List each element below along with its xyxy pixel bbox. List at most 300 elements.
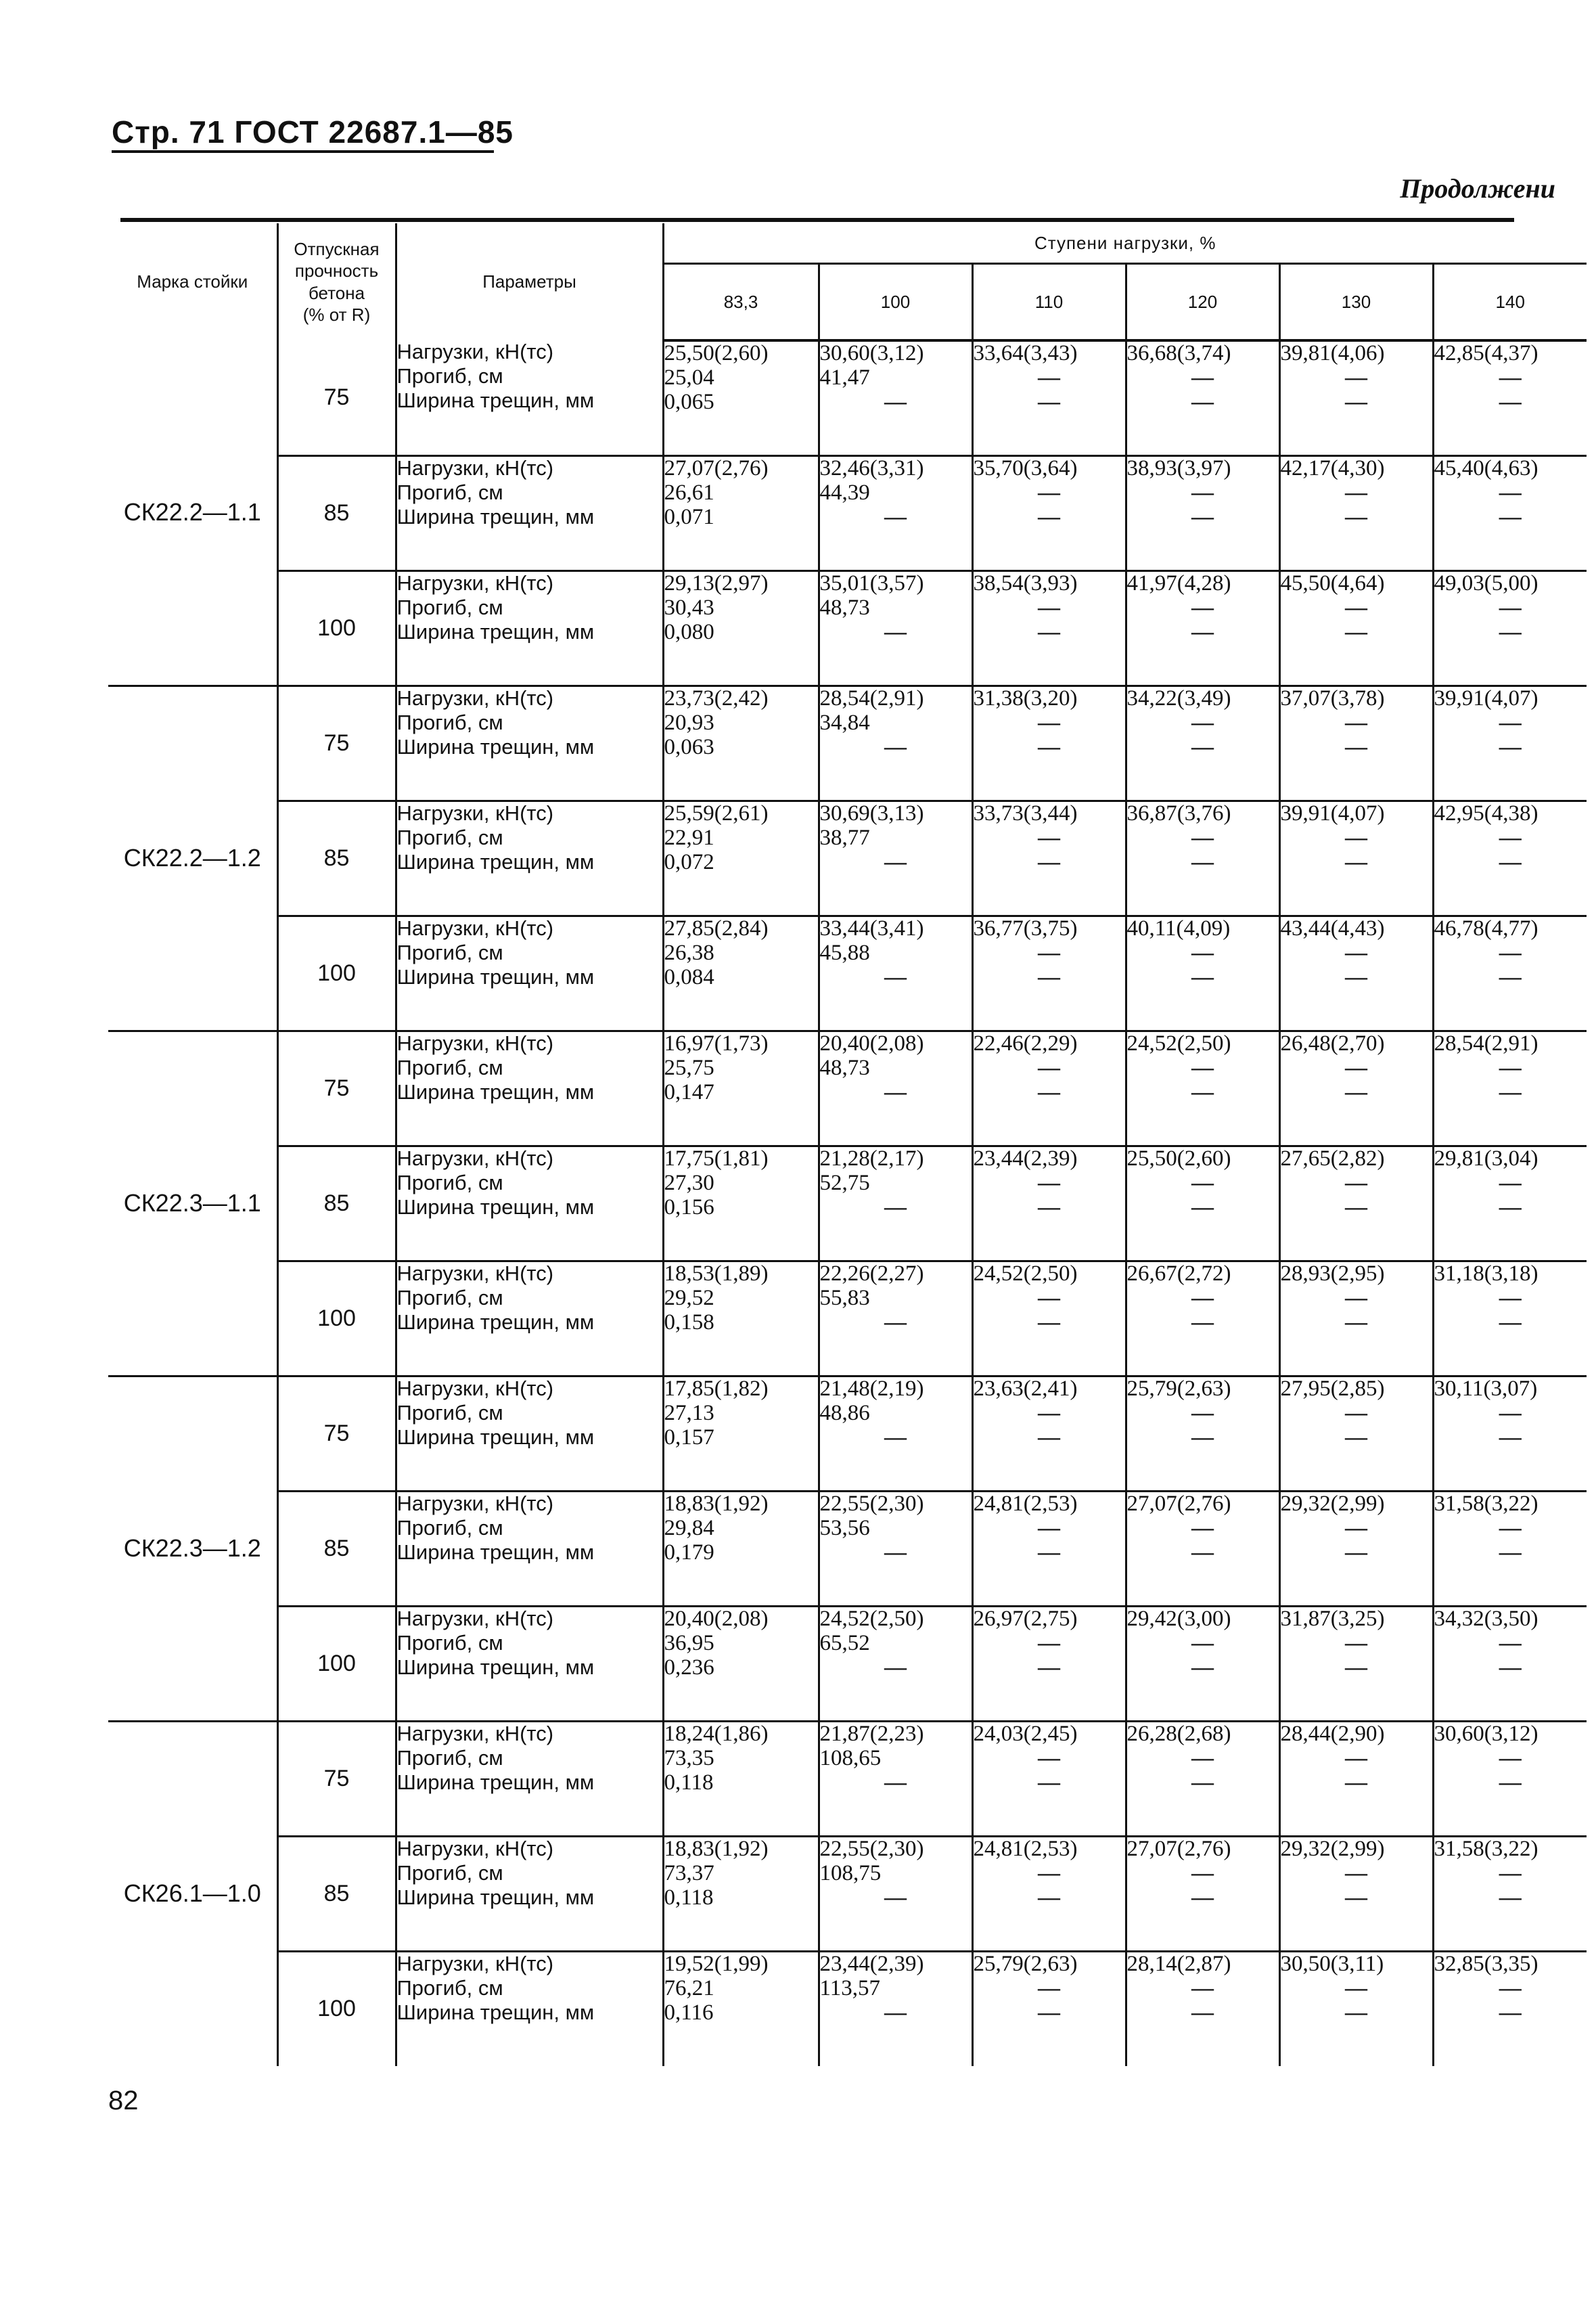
col-strength-header xyxy=(277,223,396,340)
dash-mark: — xyxy=(884,734,907,759)
value-cell xyxy=(1279,570,1433,686)
deflection-value: 30,43 xyxy=(664,595,714,620)
value-cell xyxy=(819,570,972,686)
load-value: 26,67(2,72) xyxy=(1126,1261,1231,1286)
load-value: 23,73(2,42) xyxy=(664,686,769,711)
load-value: 33,64(3,43) xyxy=(973,341,1078,365)
table-row xyxy=(108,916,1587,1031)
dash-mark: — xyxy=(884,1194,907,1219)
table-row xyxy=(108,340,1587,455)
dash-mark: — xyxy=(1499,365,1522,390)
value-cell xyxy=(819,916,972,1031)
value-cell xyxy=(1433,1721,1587,1836)
value-cell xyxy=(1433,1836,1587,1951)
dash-mark: — xyxy=(1038,1770,1060,1795)
dash-mark: — xyxy=(1038,1170,1060,1195)
strength-cell: 85 xyxy=(277,1836,396,1951)
load-value: 26,97(2,75) xyxy=(973,1606,1078,1631)
deflection-value: 27,30 xyxy=(664,1170,714,1195)
param-label: Нагрузки, кН(тс) xyxy=(396,340,554,363)
value-cell xyxy=(1433,455,1587,570)
table-row xyxy=(108,1146,1587,1261)
dash-mark: — xyxy=(1345,940,1367,965)
col-strength-line: бетона xyxy=(308,282,365,303)
dash-mark: — xyxy=(1499,849,1522,874)
page-number: 82 xyxy=(108,2086,139,2115)
dash-mark: — xyxy=(1345,1745,1367,1770)
dash-mark: — xyxy=(1499,1885,1522,1910)
value-cell xyxy=(819,340,972,455)
param-label: Нагрузки, кН(тс) xyxy=(396,1836,554,1860)
col-params-header: Параметры xyxy=(396,223,663,340)
load-value: 40,11(4,09) xyxy=(1126,916,1231,941)
table-row xyxy=(108,1376,1587,1491)
deflection-value: 73,35 xyxy=(664,1745,714,1770)
load-value: 31,58(3,22) xyxy=(1434,1491,1538,1516)
load-value: 28,14(2,87) xyxy=(1126,1951,1231,1976)
dash-mark: — xyxy=(1038,2000,1060,2025)
table-row xyxy=(108,455,1587,570)
value-cell xyxy=(1433,1491,1587,1606)
load-value: 39,91(4,07) xyxy=(1434,686,1538,711)
value-cell xyxy=(972,1491,1126,1606)
dash-mark: — xyxy=(1038,595,1060,620)
load-value: 38,93(3,97) xyxy=(1126,455,1231,480)
dash-mark: — xyxy=(1191,1170,1214,1195)
value-cell xyxy=(1126,686,1279,801)
dash-mark: — xyxy=(884,1079,907,1104)
dash-mark: — xyxy=(884,390,907,414)
param-label: Нагрузки, кН(тс) xyxy=(396,1951,554,1975)
param-label: Прогиб, см xyxy=(396,364,503,388)
value-cell xyxy=(1433,570,1587,686)
dash-mark: — xyxy=(1191,390,1214,414)
value-cell xyxy=(1433,916,1587,1031)
dash-mark: — xyxy=(1499,825,1522,850)
dash-mark: — xyxy=(1499,1515,1522,1540)
crack-value: 0,157 xyxy=(664,1425,714,1450)
load-value: 30,50(3,11) xyxy=(1280,1951,1384,1976)
load-value: 29,32(2,99) xyxy=(1280,1491,1385,1516)
crack-value: 0,072 xyxy=(664,849,714,874)
load-value: 22,46(2,29) xyxy=(973,1031,1078,1056)
value-cell xyxy=(663,340,819,455)
deflection-value: 76,21 xyxy=(664,1975,714,2000)
dash-mark: — xyxy=(1038,1745,1060,1770)
crack-value: 0,080 xyxy=(664,619,714,644)
dash-mark: — xyxy=(1038,1400,1060,1425)
dash-mark: — xyxy=(1038,1630,1060,1655)
value-cell xyxy=(1279,1606,1433,1721)
dash-mark: — xyxy=(1345,1540,1367,1565)
deflection-value: 20,93 xyxy=(664,710,714,735)
dash-mark: — xyxy=(1345,1860,1367,1885)
dash-mark: — xyxy=(1191,480,1214,505)
table-row xyxy=(108,1836,1587,1951)
params-cell xyxy=(396,1606,663,1721)
dash-mark: — xyxy=(1499,710,1522,735)
value-cell xyxy=(819,1146,972,1261)
value-cell xyxy=(663,916,819,1031)
load-value: 25,79(2,63) xyxy=(1126,1376,1231,1401)
param-label: Ширина трещин, мм xyxy=(396,1425,595,1449)
load-value: 23,44(2,39) xyxy=(973,1146,1078,1171)
param-label: Прогиб, см xyxy=(396,1055,503,1079)
value-cell xyxy=(819,1261,972,1376)
dash-mark: — xyxy=(1499,1055,1522,1080)
param-label: Ширина трещин, мм xyxy=(396,1194,595,1219)
load-value: 33,44(3,41) xyxy=(819,916,924,941)
load-value: 29,42(3,00) xyxy=(1126,1606,1231,1631)
value-cell xyxy=(663,1606,819,1721)
load-value: 34,32(3,50) xyxy=(1434,1606,1538,1631)
load-value: 33,73(3,44) xyxy=(973,801,1078,826)
dash-mark: — xyxy=(1191,1400,1214,1425)
param-label: Прогиб, см xyxy=(396,710,503,734)
params-cell xyxy=(396,1146,663,1261)
load-value: 36,77(3,75) xyxy=(973,916,1078,941)
dash-mark: — xyxy=(1345,1975,1367,2000)
table-row xyxy=(108,570,1587,686)
value-cell xyxy=(1433,340,1587,455)
dash-mark: — xyxy=(1345,825,1367,850)
load-value: 20,40(2,08) xyxy=(819,1031,924,1056)
param-label: Нагрузки, кН(тс) xyxy=(396,1146,554,1170)
load-value: 28,93(2,95) xyxy=(1280,1261,1385,1286)
col-strength-line: (% от R) xyxy=(302,305,371,325)
load-value: 49,03(5,00) xyxy=(1434,570,1538,596)
dash-mark: — xyxy=(1499,1975,1522,2000)
value-cell xyxy=(1126,916,1279,1031)
param-label: Ширина трещин, мм xyxy=(396,388,595,412)
deflection-value: 45,88 xyxy=(819,940,870,965)
dash-mark: — xyxy=(1191,964,1214,989)
dash-mark: — xyxy=(1191,825,1214,850)
dash-mark: — xyxy=(1345,1285,1367,1310)
value-cell xyxy=(1279,340,1433,455)
deflection-value: 25,75 xyxy=(664,1055,714,1080)
dash-mark: — xyxy=(1191,1885,1214,1910)
dash-mark: — xyxy=(1499,1170,1522,1195)
brand-cell: СК22.2—1.2 xyxy=(108,686,277,1031)
load-value: 21,48(2,19) xyxy=(819,1376,924,1401)
dash-mark: — xyxy=(1345,2000,1367,2025)
load-value: 35,70(3,64) xyxy=(973,455,1078,480)
deflection-value: 55,83 xyxy=(819,1285,870,1310)
load-value: 30,60(3,12) xyxy=(1434,1721,1538,1746)
dash-mark: — xyxy=(1038,1975,1060,2000)
strength-cell: 85 xyxy=(277,1146,396,1261)
dash-mark: — xyxy=(1038,1194,1060,1219)
load-value: 19,52(1,99) xyxy=(664,1951,769,1976)
steps-title: Ступени нагрузки, % xyxy=(663,223,1587,264)
param-label: Ширина трещин, мм xyxy=(396,1655,595,1679)
deflection-value: 44,39 xyxy=(819,480,870,505)
value-cell xyxy=(1279,686,1433,801)
load-value: 26,48(2,70) xyxy=(1280,1031,1385,1056)
crack-value: 0,071 xyxy=(664,504,714,529)
load-value: 39,81(4,06) xyxy=(1280,341,1385,365)
dash-mark: — xyxy=(1499,1400,1522,1425)
dash-mark: — xyxy=(1499,964,1522,989)
dash-mark: — xyxy=(1345,1655,1367,1680)
dash-mark: — xyxy=(1038,1285,1060,1310)
param-label: Нагрузки, кН(тс) xyxy=(396,686,554,710)
strength-cell: 100 xyxy=(277,916,396,1031)
load-value: 42,85(4,37) xyxy=(1434,341,1538,365)
deflection-value: 38,77 xyxy=(819,825,870,850)
value-cell xyxy=(972,1951,1126,2066)
dash-mark: — xyxy=(1499,390,1522,414)
load-value: 30,11(3,07) xyxy=(1434,1376,1538,1401)
load-value: 22,26(2,27) xyxy=(819,1261,924,1286)
deflection-value: 48,86 xyxy=(819,1400,870,1425)
load-value: 29,13(2,97) xyxy=(664,570,769,596)
load-value: 24,81(2,53) xyxy=(973,1491,1078,1516)
dash-mark: — xyxy=(1499,2000,1522,2025)
deflection-value: 113,57 xyxy=(819,1975,881,2000)
load-value: 45,40(4,63) xyxy=(1434,455,1538,480)
strength-cell: 75 xyxy=(277,686,396,801)
load-value: 18,53(1,89) xyxy=(664,1261,769,1286)
params-cell xyxy=(396,686,663,801)
step-header: 83,3 xyxy=(663,264,819,341)
load-value: 34,22(3,49) xyxy=(1126,686,1231,711)
dash-mark: — xyxy=(1191,1975,1214,2000)
brand-cell: СК22.3—1.1 xyxy=(108,1031,277,1376)
value-cell xyxy=(1279,1951,1433,2066)
value-cell xyxy=(1126,1721,1279,1836)
dash-mark: — xyxy=(1191,1079,1214,1104)
dash-mark: — xyxy=(1191,1425,1214,1450)
param-label: Прогиб, см xyxy=(396,1400,503,1425)
table-row xyxy=(108,1031,1587,1146)
load-value: 27,07(2,76) xyxy=(664,455,769,480)
dash-mark: — xyxy=(1191,1770,1214,1795)
load-value: 17,85(1,82) xyxy=(664,1376,769,1401)
load-value: 23,63(2,41) xyxy=(973,1376,1078,1401)
crack-value: 0,118 xyxy=(664,1770,714,1795)
col-strength-line: Отпускная xyxy=(294,238,380,259)
dash-mark: — xyxy=(1038,1309,1060,1335)
param-label: Прогиб, см xyxy=(396,1285,503,1309)
dash-mark: — xyxy=(1499,1194,1522,1219)
deflection-value: 48,73 xyxy=(819,1055,870,1080)
value-cell xyxy=(1126,1951,1279,2066)
load-value: 27,07(2,76) xyxy=(1126,1491,1231,1516)
dash-mark: — xyxy=(1038,940,1060,965)
deflection-value: 25,04 xyxy=(664,365,714,390)
load-value: 25,50(2,60) xyxy=(664,341,769,365)
dash-mark: — xyxy=(1191,504,1214,529)
params-cell xyxy=(396,916,663,1031)
table-row xyxy=(108,1261,1587,1376)
load-value: 24,52(2,50) xyxy=(1126,1031,1231,1056)
dash-mark: — xyxy=(1499,619,1522,644)
param-label: Прогиб, см xyxy=(396,1170,503,1194)
step-header: 120 xyxy=(1126,264,1279,341)
dash-mark: — xyxy=(1499,1540,1522,1565)
value-cell xyxy=(663,801,819,916)
params-cell xyxy=(396,1261,663,1376)
value-cell xyxy=(1126,1606,1279,1721)
dash-mark: — xyxy=(1038,1860,1060,1885)
value-cell xyxy=(1126,1376,1279,1491)
dash-mark: — xyxy=(1038,1885,1060,1910)
load-value: 35,01(3,57) xyxy=(819,570,924,596)
value-cell xyxy=(819,801,972,916)
header-underline xyxy=(112,150,494,153)
params-cell xyxy=(396,801,663,916)
load-test-table xyxy=(108,223,1587,2066)
value-cell xyxy=(819,1606,972,1721)
deflection-value: 48,73 xyxy=(819,595,870,620)
table-row xyxy=(108,686,1587,801)
dash-mark: — xyxy=(1191,940,1214,965)
dash-mark: — xyxy=(884,1885,907,1910)
value-cell xyxy=(819,1491,972,1606)
load-value: 21,28(2,17) xyxy=(819,1146,924,1171)
load-value: 28,54(2,91) xyxy=(1434,1031,1538,1056)
value-cell xyxy=(972,686,1126,801)
col-brand-header: Марка стойки xyxy=(137,271,248,292)
dash-mark: — xyxy=(1345,710,1367,735)
load-value: 30,69(3,13) xyxy=(819,801,924,826)
dash-mark: — xyxy=(1499,480,1522,505)
dash-mark: — xyxy=(1499,734,1522,759)
param-label: Ширина трещин, мм xyxy=(396,2000,595,2024)
dash-mark: — xyxy=(1345,1770,1367,1795)
dash-mark: — xyxy=(1038,1079,1060,1104)
load-value: 18,24(1,86) xyxy=(664,1721,769,1746)
value-cell xyxy=(663,686,819,801)
value-cell xyxy=(819,1951,972,2066)
dash-mark: — xyxy=(1038,1540,1060,1565)
load-value: 22,55(2,30) xyxy=(819,1491,924,1516)
dash-mark: — xyxy=(1191,710,1214,735)
load-value: 39,91(4,07) xyxy=(1280,801,1385,826)
value-cell xyxy=(1433,1376,1587,1491)
strength-cell: 100 xyxy=(277,1261,396,1376)
params-cell xyxy=(396,1836,663,1951)
value-cell xyxy=(819,1031,972,1146)
value-cell xyxy=(972,801,1126,916)
dash-mark: — xyxy=(1345,964,1367,989)
dash-mark: — xyxy=(884,619,907,644)
dash-mark: — xyxy=(1191,1309,1214,1335)
strength-cell: 100 xyxy=(277,570,396,686)
strength-cell: 85 xyxy=(277,1491,396,1606)
strength-cell: 75 xyxy=(277,1721,396,1836)
param-label: Нагрузки, кН(тс) xyxy=(396,801,554,825)
load-value: 36,87(3,76) xyxy=(1126,801,1231,826)
dash-mark: — xyxy=(1499,1079,1522,1104)
dash-mark: — xyxy=(1499,1630,1522,1655)
value-cell xyxy=(1279,455,1433,570)
dash-mark: — xyxy=(1345,390,1367,414)
crack-value: 0,118 xyxy=(664,1885,714,1910)
dash-mark: — xyxy=(1345,595,1367,620)
strength-cell: 75 xyxy=(277,1376,396,1491)
deflection-value: 29,52 xyxy=(664,1285,714,1310)
crack-value: 0,179 xyxy=(664,1540,714,1565)
dash-mark: — xyxy=(1191,365,1214,390)
deflection-value: 73,37 xyxy=(664,1860,714,1885)
deflection-value: 22,91 xyxy=(664,825,714,850)
param-label: Ширина трещин, мм xyxy=(396,1309,595,1334)
load-value: 46,78(4,77) xyxy=(1434,916,1538,941)
param-label: Ширина трещин, мм xyxy=(396,734,595,759)
step-header: 110 xyxy=(972,264,1126,341)
dash-mark: — xyxy=(1499,1309,1522,1335)
param-label: Ширина трещин, мм xyxy=(396,1770,595,1794)
value-cell xyxy=(972,916,1126,1031)
param-label: Ширина трещин, мм xyxy=(396,849,595,874)
load-value: 18,83(1,92) xyxy=(664,1491,769,1516)
param-label: Нагрузки, кН(тс) xyxy=(396,916,554,940)
dash-mark: — xyxy=(884,849,907,874)
value-cell xyxy=(1279,1261,1433,1376)
dash-mark: — xyxy=(1038,1515,1060,1540)
load-value: 31,18(3,18) xyxy=(1434,1261,1538,1286)
value-cell xyxy=(1433,801,1587,916)
param-label: Прогиб, см xyxy=(396,825,503,849)
load-value: 24,81(2,53) xyxy=(973,1836,1078,1861)
dash-mark: — xyxy=(1345,1630,1367,1655)
dash-mark: — xyxy=(1038,1655,1060,1680)
table-row xyxy=(108,1951,1587,2066)
param-label: Прогиб, см xyxy=(396,1975,503,2000)
load-value: 36,68(3,74) xyxy=(1126,341,1231,365)
strength-cell: 85 xyxy=(277,455,396,570)
brand-cell: СК22.3—1.2 xyxy=(108,1376,277,1721)
dash-mark: — xyxy=(1038,964,1060,989)
load-value: 43,44(4,43) xyxy=(1280,916,1385,941)
param-label: Прогиб, см xyxy=(396,1745,503,1770)
value-cell xyxy=(663,1376,819,1491)
dash-mark: — xyxy=(1345,480,1367,505)
col-strength-line: прочность xyxy=(294,261,379,281)
load-value: 32,46(3,31) xyxy=(819,455,924,480)
deflection-value: 26,38 xyxy=(664,940,714,965)
strength-cell: 100 xyxy=(277,1606,396,1721)
dash-mark: — xyxy=(1345,1885,1367,1910)
crack-value: 0,158 xyxy=(664,1309,714,1335)
param-label: Нагрузки, кН(тс) xyxy=(396,1261,554,1285)
value-cell xyxy=(972,1146,1126,1261)
load-value: 20,40(2,08) xyxy=(664,1606,769,1631)
param-label: Прогиб, см xyxy=(396,940,503,964)
value-cell xyxy=(1279,1146,1433,1261)
value-cell xyxy=(819,1836,972,1951)
load-value: 26,28(2,68) xyxy=(1126,1721,1231,1746)
load-value: 42,17(4,30) xyxy=(1280,455,1385,480)
param-label: Ширина трещин, мм xyxy=(396,1079,595,1104)
param-label: Нагрузки, кН(тс) xyxy=(396,1376,554,1400)
load-value: 28,54(2,91) xyxy=(819,686,924,711)
dash-mark: — xyxy=(1038,390,1060,414)
value-cell xyxy=(972,340,1126,455)
value-cell xyxy=(1126,1261,1279,1376)
load-value: 27,07(2,76) xyxy=(1126,1836,1231,1861)
load-value: 31,58(3,22) xyxy=(1434,1836,1538,1861)
param-label: Нагрузки, кН(тс) xyxy=(396,570,554,595)
value-cell xyxy=(819,686,972,801)
load-value: 17,75(1,81) xyxy=(664,1146,769,1171)
dash-mark: — xyxy=(1345,365,1367,390)
value-cell xyxy=(1126,340,1279,455)
deflection-value: 34,84 xyxy=(819,710,870,735)
